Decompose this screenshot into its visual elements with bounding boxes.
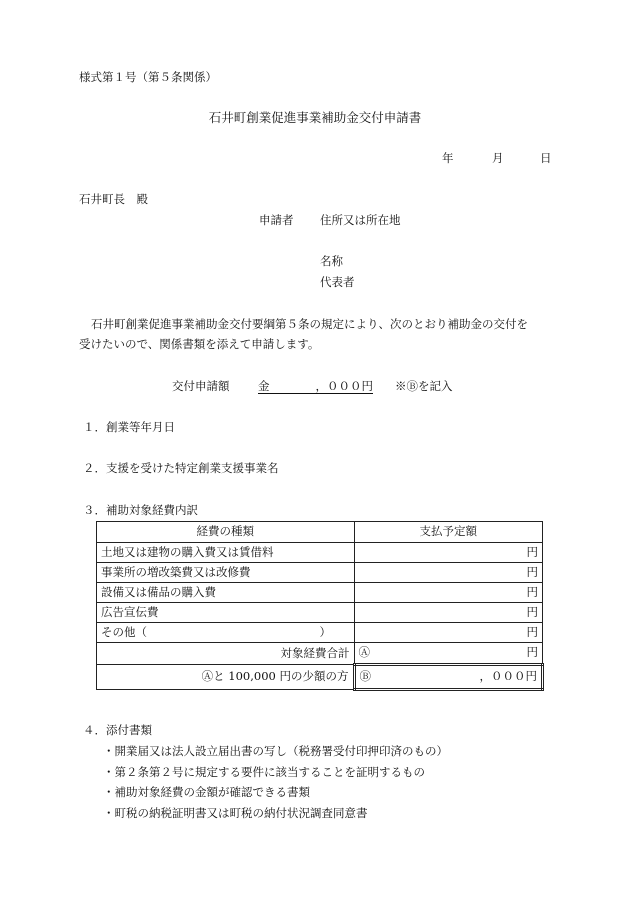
row-amount: 円 — [354, 623, 542, 643]
mark-b: Ⓑ — [359, 669, 372, 684]
table-row — [97, 623, 543, 643]
table-row — [97, 583, 543, 603]
row-amount: 円 — [354, 583, 542, 603]
row-amount: 円 — [354, 543, 542, 563]
section-4-heading: ４．添付書類 — [83, 723, 152, 737]
applicant-label: 申請者 — [259, 213, 294, 227]
expense-table — [96, 521, 544, 691]
row-label: その他（ ） — [97, 623, 355, 643]
row-amount: 円 — [354, 603, 542, 623]
row-label: 土地又は建物の購入費又は賃借料 — [97, 543, 355, 563]
applicant-name-label: 名称 — [320, 254, 343, 268]
amount-label: 交付申請額 — [172, 379, 230, 393]
date-month: 月 — [492, 151, 504, 165]
header-amount: 支払予定額 — [354, 522, 542, 543]
row-label: 広告宣伝費 — [97, 603, 355, 623]
form-id: 様式第１号（第５条関係） — [79, 70, 217, 84]
date-year: 年 — [442, 151, 454, 165]
date-day: 日 — [540, 151, 552, 165]
body-line-2: 受けたいので、関係書類を添えて申請します。 — [79, 337, 320, 351]
applicant-address-label: 住所又は所在地 — [320, 213, 401, 227]
attachment-item: ・補助対象経費の金額が確認できる書類 — [103, 785, 310, 799]
row-label: 設備又は備品の購入費 — [97, 583, 355, 603]
section-1-heading: １．創業等年月日 — [83, 420, 175, 434]
total-amount-cell — [354, 643, 542, 665]
attachment-item: ・町税の納税証明書又は町税の納付状況調査同意書 — [103, 806, 368, 820]
total-row — [97, 643, 543, 665]
section-2-heading: ２．支援を受けた特定創業支援事業名 — [83, 461, 279, 475]
attachment-item: ・開業届又は法人設立届出書の写し（税務署受付印押印済のもの） — [103, 744, 448, 758]
body-line-1: 石井町創業促進事業補助金交付要綱第５条の規定により、次のとおり補助金の交付を — [91, 317, 528, 331]
attachment-item: ・第２条第２号に規定する要件に該当することを証明するもの — [103, 765, 425, 779]
amount-value: 金 ，０００円 — [258, 379, 373, 393]
table-row — [97, 603, 543, 623]
amount-note: ※Ⓑを記入 — [395, 379, 453, 393]
row-label: 事業所の増改築費又は改修費 — [97, 563, 355, 583]
header-expense-type: 経費の種類 — [97, 522, 355, 543]
final-row — [97, 665, 543, 690]
mark-a: Ⓐ — [358, 645, 371, 660]
final-amount-cell — [354, 665, 542, 690]
table-header-row — [97, 522, 543, 543]
final-amount: ，０００円 — [479, 669, 537, 684]
form-title: 石井町創業促進事業補助金交付申請書 — [208, 110, 422, 125]
final-label: Ⓐと 100,000 円の少額の方 — [97, 665, 355, 690]
table-row — [97, 563, 543, 583]
total-amount: 円 — [526, 645, 538, 660]
section-3-heading: ３．補助対象経費内訳 — [83, 503, 198, 517]
applicant-rep-label: 代表者 — [320, 275, 355, 289]
total-label: 対象経費合計 — [97, 643, 355, 665]
row-amount: 円 — [354, 563, 542, 583]
table-row — [97, 543, 543, 563]
addressee: 石井町長 殿 — [79, 192, 148, 206]
